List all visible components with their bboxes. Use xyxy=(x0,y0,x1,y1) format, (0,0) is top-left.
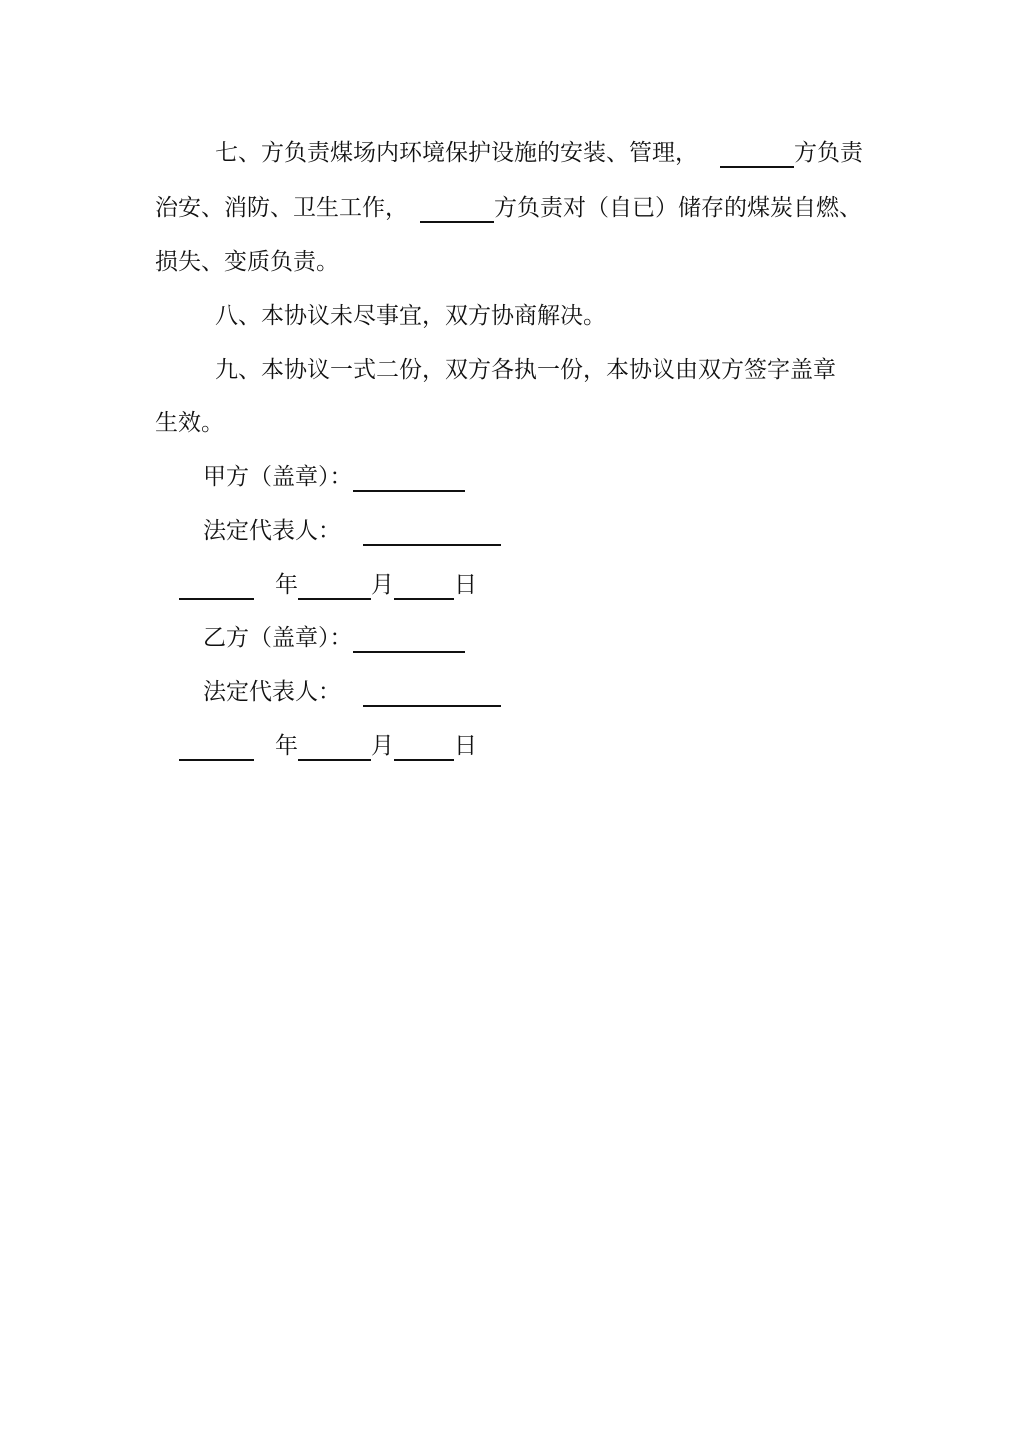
clause-9-line-2 xyxy=(155,408,224,438)
party-a-representative xyxy=(203,516,501,546)
clause-7-line-3 xyxy=(155,247,339,277)
party-b-day-blank xyxy=(394,735,454,761)
party-b-year-label: 年 xyxy=(275,733,298,759)
party-a-date xyxy=(179,570,477,600)
party-b-rep-blank xyxy=(363,681,501,707)
clause-7-line-1-tail xyxy=(720,138,863,168)
party-a-year-blank xyxy=(179,574,254,600)
party-b-date xyxy=(179,731,477,761)
clause-7-line-2 xyxy=(155,193,408,223)
clause-7-text-2a: 治安、消防、卫生工作， xyxy=(155,195,408,221)
party-a-seal-blank xyxy=(353,466,465,492)
clause-7-line-2-tail xyxy=(420,193,862,223)
party-a-year-label: 年 xyxy=(275,572,298,598)
party-b-rep-label: 法定代表人： xyxy=(203,679,341,705)
party-blank-1 xyxy=(720,142,794,168)
party-a-day-blank xyxy=(394,574,454,600)
party-a-seal-label: 甲方（盖章）： xyxy=(203,464,353,490)
party-b-month-label: 月 xyxy=(371,733,394,759)
clause-8-text: 八、本协议未尽事宜，双方协商解决。 xyxy=(215,303,606,329)
clause-9-text-2: 生效。 xyxy=(155,410,224,436)
clause-7-text-1a: 七、方负责煤场内环境保护设施的安装、管理， xyxy=(215,140,698,166)
clause-9-line-1 xyxy=(215,355,836,385)
clause-7-text-3: 损失、变质负责。 xyxy=(155,249,339,275)
clause-8 xyxy=(215,301,606,331)
clause-7-line-1 xyxy=(215,138,698,168)
party-a-seal xyxy=(203,462,465,492)
party-b-seal-label: 乙方（盖章）： xyxy=(203,625,353,651)
party-a-month-label: 月 xyxy=(371,572,394,598)
party-a-day-label: 日 xyxy=(454,572,477,598)
party-b-day-label: 日 xyxy=(454,733,477,759)
party-b-representative xyxy=(203,677,501,707)
party-blank-2 xyxy=(420,197,494,223)
clause-7-text-2b: 方负责对（自已）储存的煤炭自燃、 xyxy=(494,195,862,221)
clause-7-text-1b: 方负责 xyxy=(794,140,863,166)
party-a-rep-blank xyxy=(363,520,501,546)
party-a-rep-label: 法定代表人： xyxy=(203,518,341,544)
party-b-seal xyxy=(203,623,465,653)
party-b-year-blank xyxy=(179,735,254,761)
party-b-month-blank xyxy=(298,735,371,761)
clause-9-text-1: 九、本协议一式二份，双方各执一份，本协议由双方签字盖章 xyxy=(215,357,836,383)
party-a-month-blank xyxy=(298,574,371,600)
party-b-seal-blank xyxy=(353,627,465,653)
